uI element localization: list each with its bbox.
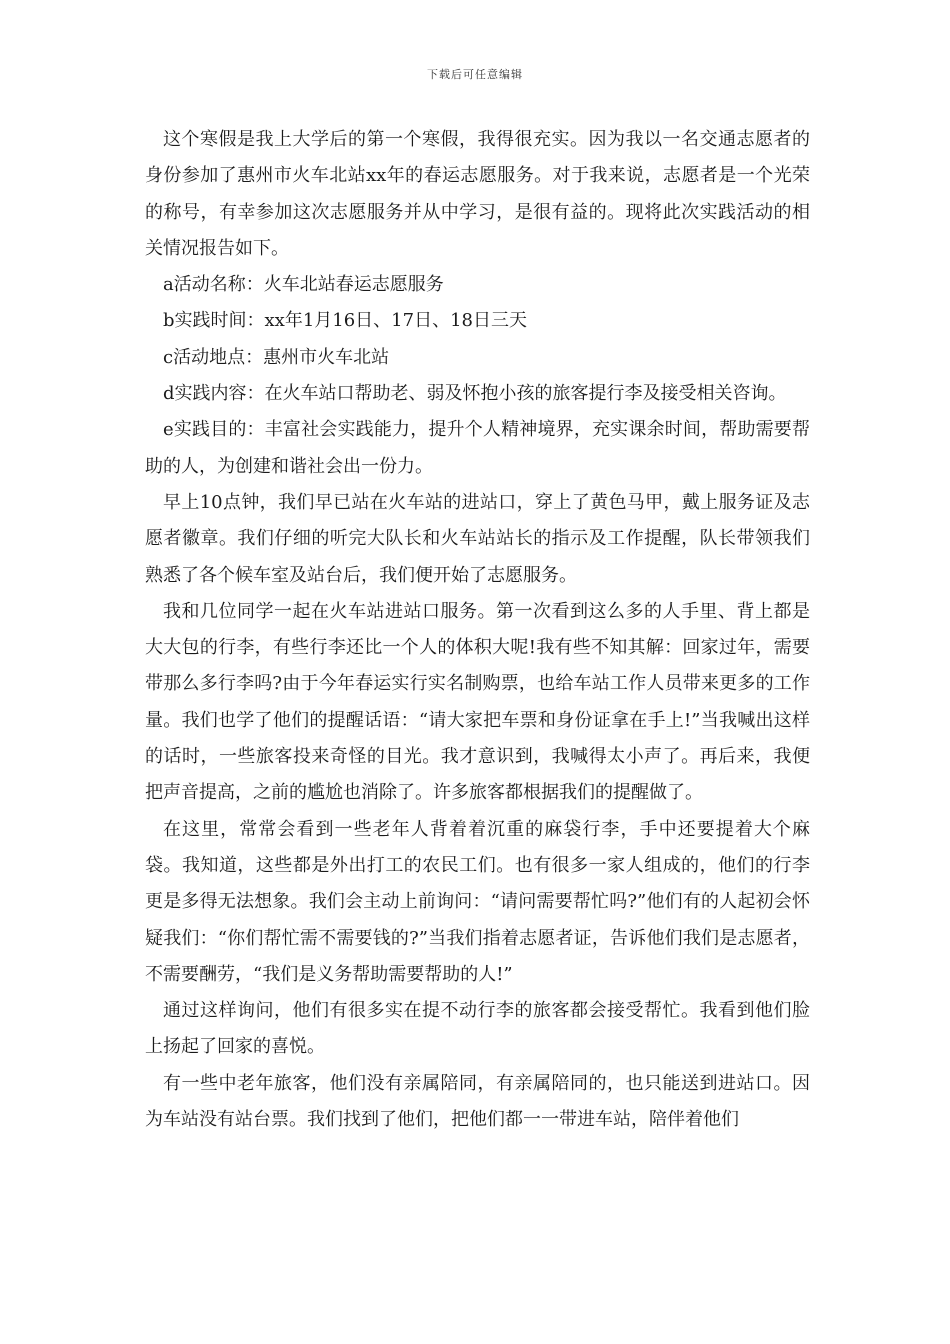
paragraph-practice-time: b实践时间：xx年1月16日、17日、18日三天 [163,310,527,332]
paragraph-intro: 这个寒假是我上大学后的第一个寒假，我得很充实。因为我以一名交通志愿者的身份参加了惠州市火车北站xx年的春运志愿服务。对于我来说，志愿者是一个光荣的称号，有幸参加这次志愿服务并从中学习，是很有益的。现将此次实践活动的相关情况报告如下。 [145,129,810,259]
paragraph-practice-purpose: e实践目的：丰富社会实践能力，提升个人精神境界，充实课余时间，帮助需要帮助的人，为创建和谐社会出一份力。 [145,419,810,477]
page-header-note: 下载后可任意编辑 [427,68,523,81]
paragraph-elderly-travelers: 在这里，常常会看到一些老年人背着着沉重的麻袋行李，手中还要提着大个麻袋。我知道，这些都是外出打工的农民工们。也有很多一家人组成的，他们的行李更是多得无法想象。我们会主动上前询问：“请问需要帮忙吗?”他们有的人起初会怀疑我们：“你们帮忙需不需要钱的?”当我们指着志愿者证，告诉他们我们是志愿者，不需要酬劳，“我们是义务帮助需要帮助的人!” [145,818,810,985]
paragraph-practice-content: d实践内容：在火车站口帮助老、弱及怀抱小孩的旅客提行李及接受相关咨询。 [163,383,787,405]
paragraph-activity-location: c活动地点：惠州市火车北站 [163,346,390,368]
paragraph-activity-name: a活动名称：火车北站春运志愿服务 [163,274,444,296]
paragraph-morning: 早上10点钟，我们早已站在火车站的进站口，穿上了黄色马甲，戴上服务证及志愿者徽章。我们仔细的听完大队长和火车站站长的指示及工作提醒，队长带领我们熟悉了各个候车室及站台后，我们便开始了志愿服务。 [145,491,810,586]
paragraph-entrance-service: 我和几位同学一起在火车站进站口服务。第一次看到这么多的人手里、背上都是大大包的行李，有些行李还比一个人的体积大呢!我有些不知其解：回家过年，需要带那么多行李吗?由于今年春运实行实名制购票，也给车站工作人员带来更多的工作量。我们也学了他们的提醒话语：“请大家把车票和身份证拿在手上!”当我喊出这样的话时，一些旅客投来奇怪的目光。我才意识到，我喊得太小声了。再后来，我便把声音提高，之前的尴尬也消除了。许多旅客都根据我们的提醒做了。 [145,600,810,804]
paragraph-unaccompanied-travelers: 有一些中老年旅客，他们没有亲属陪同，有亲属陪同的，也只能送到进站口。因为车站没有站台票。我们找到了他们，把他们都一一带进车站，陪伴着他们 [145,1072,810,1131]
paragraph-accept-help: 通过这样询问，他们有很多实在提不动行李的旅客都会接受帮忙。我看到他们脸上扬起了回家的喜悦。 [145,1000,810,1058]
document-body [145,122,810,1138]
